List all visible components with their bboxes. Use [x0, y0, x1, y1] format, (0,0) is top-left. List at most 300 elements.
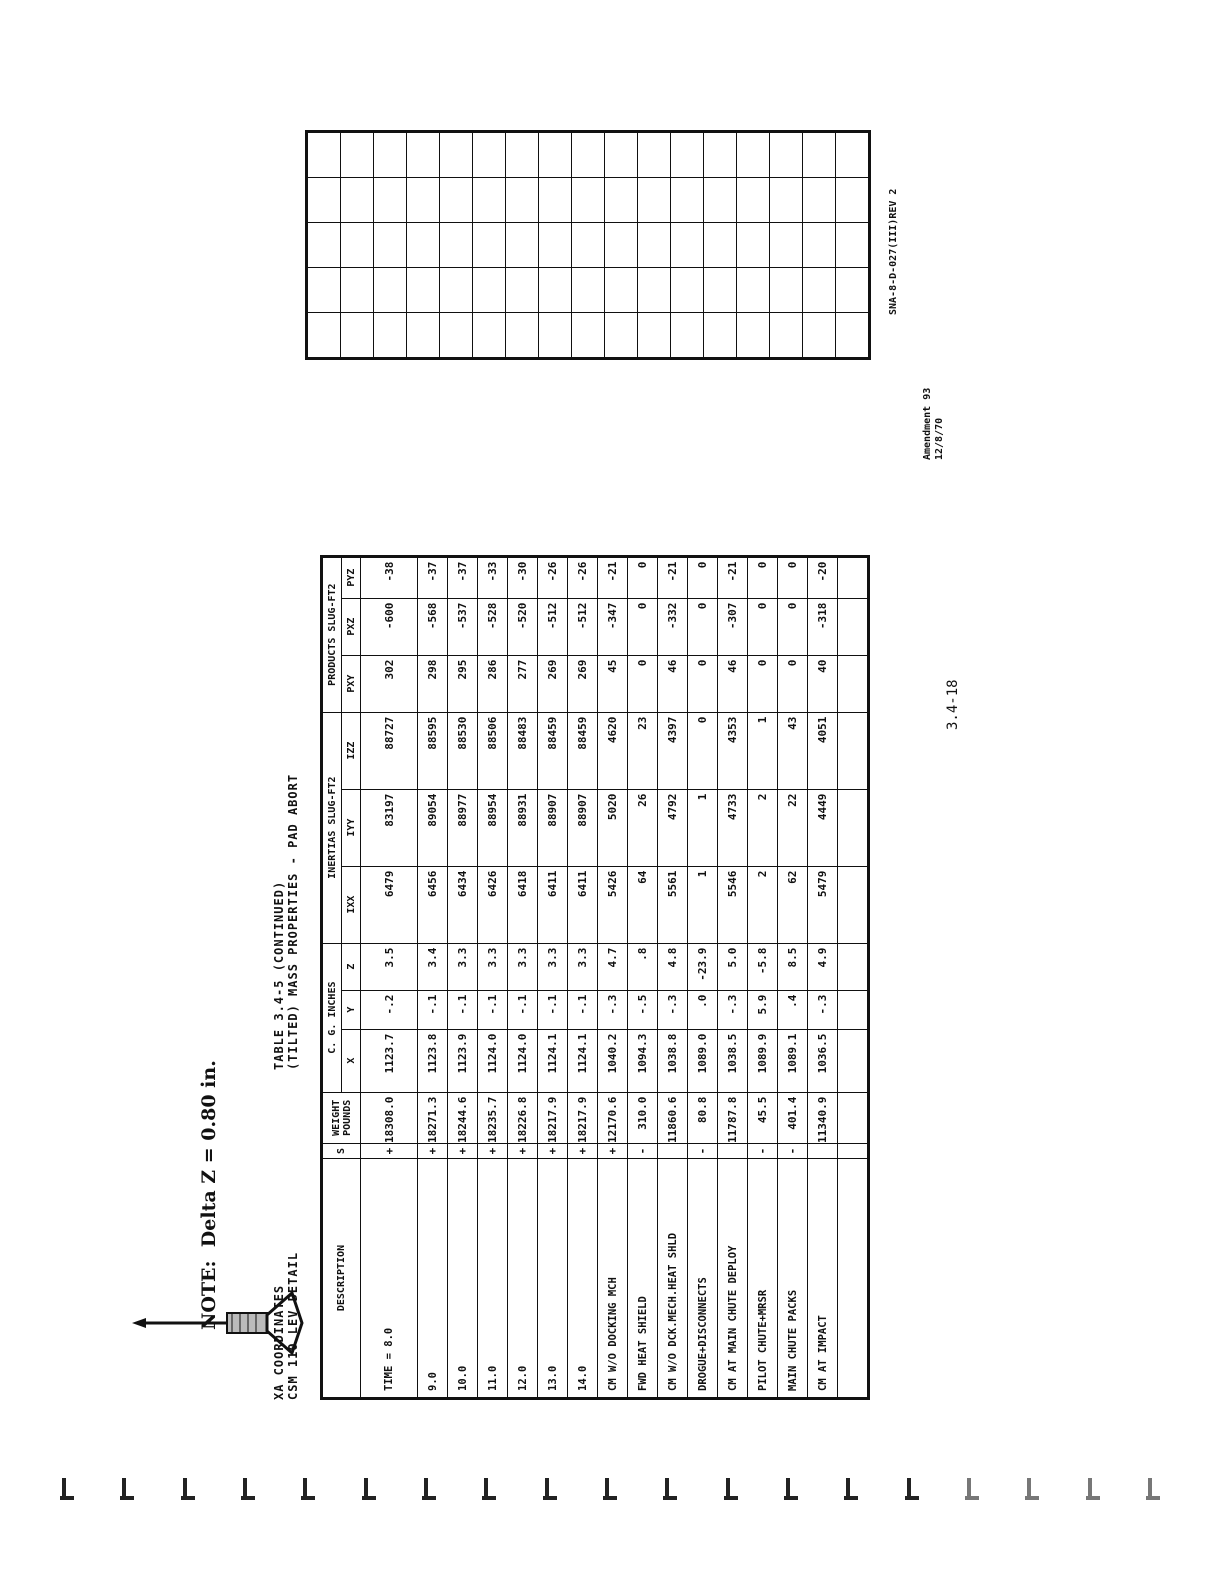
col-pyz: PYZ: [342, 556, 361, 598]
empty-cell: [838, 1092, 869, 1143]
cell-pyz: 0: [628, 556, 658, 598]
col-sign: S: [322, 1144, 361, 1159]
cell-izz: 88595: [418, 712, 448, 789]
row-description: 14.0: [568, 1159, 598, 1399]
row-description: FWD HEAT SHIELD: [628, 1159, 658, 1399]
edge-mark: [965, 1478, 979, 1500]
blank-grid-cell: [440, 223, 473, 268]
cell-z: 4.9: [808, 943, 838, 990]
cell-ixx: 5479: [808, 866, 838, 943]
blank-grid-cell: [770, 313, 803, 359]
blank-grid-cell: [307, 313, 341, 359]
cell-iyy: 1: [688, 789, 718, 866]
edge-mark: [784, 1478, 798, 1500]
blank-grid-cell: [605, 313, 638, 359]
edge-mark: [422, 1478, 436, 1500]
row-sign: +: [598, 1144, 628, 1159]
cell-z: 4.8: [658, 943, 688, 990]
cell-y: -.1: [448, 990, 478, 1029]
cell-pyz: -21: [598, 556, 628, 598]
empty-cell: [838, 655, 869, 712]
row-sign: +: [568, 1144, 598, 1159]
cell-ixx: 6426: [478, 866, 508, 943]
cell-x: 1040.2: [598, 1029, 628, 1092]
cell-pxz: -528: [478, 598, 508, 655]
cell-y: -.3: [658, 990, 688, 1029]
row-sign: -: [688, 1144, 718, 1159]
cell-pyz: 0: [778, 556, 808, 598]
cell-pxy: 46: [718, 655, 748, 712]
blank-grid-cell: [671, 268, 704, 313]
cell-z: 3.3: [538, 943, 568, 990]
cell-y: -.5: [628, 990, 658, 1029]
cell-x: 1089.1: [778, 1029, 808, 1092]
blank-grid-cell: [803, 178, 836, 223]
blank-grid-cell: [671, 132, 704, 178]
col-cg-group: C. G. INCHES: [322, 943, 342, 1092]
blank-grid-row: [440, 132, 473, 359]
row-description: 13.0: [538, 1159, 568, 1399]
blank-grid-cell: [341, 132, 374, 178]
row-description: 12.0: [508, 1159, 538, 1399]
col-inertias-group: INERTIAS SLUG-FT2: [322, 712, 342, 943]
blank-grid-cell: [638, 178, 671, 223]
cell-iyy: 2: [748, 789, 778, 866]
cell-z: .8: [628, 943, 658, 990]
empty-cell: [838, 866, 869, 943]
edge-mark: [1025, 1478, 1039, 1500]
cell-pxz: -537: [448, 598, 478, 655]
empty-cell: [838, 556, 869, 598]
row-sign: +: [538, 1144, 568, 1159]
cell-pxy: 0: [628, 655, 658, 712]
cell-z: 3.3: [508, 943, 538, 990]
cell-x: 1123.7: [361, 1029, 418, 1092]
cell-pyz: -38: [361, 556, 418, 598]
edge-mark: [60, 1478, 74, 1500]
col-x: X: [342, 1029, 361, 1092]
cell-pxy: 0: [748, 655, 778, 712]
row-description: PILOT CHUTE+MRSR: [748, 1159, 778, 1399]
row-sign: -: [748, 1144, 778, 1159]
table-row: [361, 556, 418, 1398]
cell-izz: 4051: [808, 712, 838, 789]
cell-z: -23.9: [688, 943, 718, 990]
cell-weight: 11787.8: [718, 1092, 748, 1143]
table-row: [748, 556, 778, 1398]
cell-pyz: 0: [748, 556, 778, 598]
cell-pxy: 0: [778, 655, 808, 712]
blank-grid-row: [307, 132, 341, 359]
blank-grid-cell: [341, 223, 374, 268]
col-iyy: IYY: [342, 789, 361, 866]
cell-pyz: -21: [718, 556, 748, 598]
mass-properties-table: [320, 555, 870, 1400]
amendment-date: 12/8/70: [934, 417, 945, 460]
cell-ixx: 5546: [718, 866, 748, 943]
cell-pyz: -33: [478, 556, 508, 598]
cell-y: -.3: [808, 990, 838, 1029]
cell-iyy: 88931: [508, 789, 538, 866]
col-izz: IZZ: [342, 712, 361, 789]
cell-pyz: -20: [808, 556, 838, 598]
cell-iyy: 26: [628, 789, 658, 866]
cell-weight: 18217.9: [538, 1092, 568, 1143]
blank-grid-row: [803, 132, 836, 359]
blank-grid-cell: [374, 178, 407, 223]
blank-grid-cell: [770, 178, 803, 223]
empty-cell: [838, 1029, 869, 1092]
cell-weight: 11860.6: [658, 1092, 688, 1143]
blank-grid-cell: [473, 268, 506, 313]
blank-grid-cell: [473, 223, 506, 268]
table-row: [508, 556, 538, 1398]
cell-izz: 23: [628, 712, 658, 789]
cell-x: 1036.5: [808, 1029, 838, 1092]
blank-grid-row: [770, 132, 803, 359]
edge-mark: [120, 1478, 134, 1500]
blank-grid-cell: [440, 132, 473, 178]
cell-ixx: 6456: [418, 866, 448, 943]
table-body: [361, 556, 869, 1398]
blank-grid-cell: [506, 223, 539, 268]
row-description: 11.0: [478, 1159, 508, 1399]
table-row: [628, 556, 658, 1398]
blank-grid-cell: [836, 178, 870, 223]
cell-ixx: 5426: [598, 866, 628, 943]
blank-grid-row: [737, 132, 770, 359]
cell-izz: 88727: [361, 712, 418, 789]
cell-weight: 11340.9: [808, 1092, 838, 1143]
col-products-group: PRODUCTS SLUG-FT2: [322, 556, 342, 712]
row-sign: +: [478, 1144, 508, 1159]
blank-grid-cell: [704, 178, 737, 223]
cell-pxz: -347: [598, 598, 628, 655]
blank-grid-cell: [341, 178, 374, 223]
blank-grid-cell: [539, 313, 572, 359]
blank-grid-cell: [374, 268, 407, 313]
empty-cell: [838, 943, 869, 990]
edge-mark: [543, 1478, 557, 1500]
edge-mark: [905, 1478, 919, 1500]
table-row: [658, 556, 688, 1398]
blank-grid-cell: [572, 313, 605, 359]
cell-pyz: -21: [658, 556, 688, 598]
cell-iyy: 88907: [538, 789, 568, 866]
blank-grid-cell: [572, 268, 605, 313]
cell-weight: 401.4: [778, 1092, 808, 1143]
cell-pyz: -26: [568, 556, 598, 598]
row-sign: +: [361, 1144, 418, 1159]
cell-x: 1089.0: [688, 1029, 718, 1092]
cell-iyy: 88954: [478, 789, 508, 866]
cell-pxy: 298: [418, 655, 448, 712]
cell-pyz: -37: [418, 556, 448, 598]
cell-pxy: 302: [361, 655, 418, 712]
blank-grid-cell: [704, 132, 737, 178]
cell-pxy: 45: [598, 655, 628, 712]
cell-y: -.1: [568, 990, 598, 1029]
row-description: CM W/O DOCKING MCH: [598, 1159, 628, 1399]
col-weight-label: WEIGHT: [330, 1099, 342, 1136]
blank-grid-cell: [407, 223, 440, 268]
blank-grid-cell: [374, 313, 407, 359]
document-id: SNA-8-D-027(III)REV 2: [888, 188, 899, 315]
row-description: 10.0: [448, 1159, 478, 1399]
cell-y: -.1: [418, 990, 448, 1029]
row-description: CM AT IMPACT: [808, 1159, 838, 1399]
csm-label: CSM 110 LEV DETAIL: [286, 1251, 300, 1400]
blank-grid-row: [836, 132, 870, 359]
cell-ixx: 5561: [658, 866, 688, 943]
cell-iyy: 4449: [808, 789, 838, 866]
cell-pxy: 40: [808, 655, 838, 712]
blank-grid-cell: [836, 223, 870, 268]
blank-grid-cell: [307, 223, 341, 268]
blank-grid-cell: [407, 268, 440, 313]
cell-weight: 18217.9: [568, 1092, 598, 1143]
edge-mark: [1086, 1478, 1100, 1500]
table-title: TABLE 3.4-5 (CONTINUED): [272, 880, 286, 1070]
cell-ixx: 2: [748, 866, 778, 943]
blank-grid-cell: [770, 223, 803, 268]
note-delta-z: NOTE: Delta Z = 0.80 in.: [198, 1060, 220, 1330]
col-weight: [322, 1092, 361, 1143]
cell-iyy: 4792: [658, 789, 688, 866]
cell-pyz: -37: [448, 556, 478, 598]
blank-grid: [305, 130, 871, 360]
cell-weight: 18226.8: [508, 1092, 538, 1143]
blank-grid-cell: [539, 223, 572, 268]
cell-y: -.1: [538, 990, 568, 1029]
cell-pxy: 269: [568, 655, 598, 712]
cell-x: 1038.5: [718, 1029, 748, 1092]
cell-izz: 88459: [568, 712, 598, 789]
blank-grid-row: [473, 132, 506, 359]
cell-ixx: 64: [628, 866, 658, 943]
edge-mark: [1146, 1478, 1160, 1500]
blank-grid-row: [539, 132, 572, 359]
cell-izz: 43: [778, 712, 808, 789]
cell-ixx: 6411: [568, 866, 598, 943]
edge-mark: [301, 1478, 315, 1500]
cell-ixx: 6479: [361, 866, 418, 943]
blank-grid-cell: [836, 132, 870, 178]
blank-grid-cell: [737, 178, 770, 223]
cell-pxz: 0: [688, 598, 718, 655]
blank-grid-cell: [638, 313, 671, 359]
cell-izz: 4353: [718, 712, 748, 789]
cell-y: -.2: [361, 990, 418, 1029]
cell-izz: 0: [688, 712, 718, 789]
blank-grid-cell: [605, 178, 638, 223]
cell-pxy: 286: [478, 655, 508, 712]
col-pxy: PXY: [342, 655, 361, 712]
blank-grid-row: [704, 132, 737, 359]
row-description: 9.0: [418, 1159, 448, 1399]
cell-z: 3.3: [448, 943, 478, 990]
amendment-line1: Amendment 93: [922, 387, 933, 460]
cell-x: 1123.8: [418, 1029, 448, 1092]
cell-pyz: -30: [508, 556, 538, 598]
blank-grid-cell: [671, 223, 704, 268]
cell-iyy: 5020: [598, 789, 628, 866]
edge-mark: [362, 1478, 376, 1500]
cell-pxy: 269: [538, 655, 568, 712]
cell-ixx: 6411: [538, 866, 568, 943]
cell-pxy: 295: [448, 655, 478, 712]
blank-grid-cell: [836, 313, 870, 359]
row-description: TIME = 8.0: [361, 1159, 418, 1399]
table-row: [688, 556, 718, 1398]
row-description: MAIN CHUTE PACKS: [778, 1159, 808, 1399]
cell-x: 1094.3: [628, 1029, 658, 1092]
cell-weight: 18308.0: [361, 1092, 418, 1143]
edge-mark: [241, 1478, 255, 1500]
cell-pxy: 0: [688, 655, 718, 712]
table-row: [538, 556, 568, 1398]
cell-weight: 80.8: [688, 1092, 718, 1143]
blank-grid-cell: [770, 132, 803, 178]
cell-izz: 4620: [598, 712, 628, 789]
empty-cell: [838, 789, 869, 866]
cell-iyy: 89054: [418, 789, 448, 866]
cell-y: .4: [778, 990, 808, 1029]
blank-grid-row: [605, 132, 638, 359]
cell-pxy: 277: [508, 655, 538, 712]
blank-grid-row: [572, 132, 605, 359]
row-sign: -: [628, 1144, 658, 1159]
blank-grid-row: [671, 132, 704, 359]
blank-grid-cell: [704, 313, 737, 359]
blank-grid-cell: [407, 178, 440, 223]
cell-z: 3.4: [418, 943, 448, 990]
blank-grid-cell: [539, 132, 572, 178]
blank-grid-cell: [307, 132, 341, 178]
cell-iyy: 22: [778, 789, 808, 866]
table-subtitle: (TILTED) MASS PROPERTIES - PAD ABORT: [286, 773, 300, 1070]
cell-pxz: -520: [508, 598, 538, 655]
blank-grid-row: [506, 132, 539, 359]
blank-grid-cell: [374, 132, 407, 178]
cell-iyy: 4733: [718, 789, 748, 866]
table-row: [808, 556, 838, 1398]
row-description: DROGUE+DISCONNECTS: [688, 1159, 718, 1399]
edge-mark: [482, 1478, 496, 1500]
cell-z: 3.3: [568, 943, 598, 990]
cell-x: 1124.1: [538, 1029, 568, 1092]
blank-grid-cell: [737, 268, 770, 313]
row-sign: +: [508, 1144, 538, 1159]
row-sign: +: [448, 1144, 478, 1159]
empty-cell: [838, 712, 869, 789]
row-description: CM AT MAIN CHUTE DEPLOY: [718, 1159, 748, 1399]
film-edge-marks: [60, 1478, 1160, 1500]
amendment-label: [922, 388, 946, 460]
blank-grid-wrapper: [305, 130, 865, 360]
blank-grid-cell: [374, 223, 407, 268]
cell-pyz: -26: [538, 556, 568, 598]
cell-weight: 310.0: [628, 1092, 658, 1143]
edge-mark: [603, 1478, 617, 1500]
cell-z: 3.3: [478, 943, 508, 990]
blank-grid-cell: [473, 178, 506, 223]
table-row: [568, 556, 598, 1398]
blank-grid-cell: [572, 223, 605, 268]
cell-weight: 18244.6: [448, 1092, 478, 1143]
col-weight-unit: POUNDS: [341, 1099, 353, 1136]
blank-grid-cell: [407, 132, 440, 178]
blank-grid-cell: [506, 132, 539, 178]
cell-iyy: 88977: [448, 789, 478, 866]
table-row: [718, 556, 748, 1398]
edge-mark: [844, 1478, 858, 1500]
row-sign: [808, 1144, 838, 1159]
blank-grid-cell: [473, 132, 506, 178]
cell-z: -5.8: [748, 943, 778, 990]
blank-grid-cell: [836, 268, 870, 313]
cell-pxz: -307: [718, 598, 748, 655]
row-sign: [718, 1144, 748, 1159]
cell-z: 5.0: [718, 943, 748, 990]
cell-z: 8.5: [778, 943, 808, 990]
blank-grid-row: [638, 132, 671, 359]
blank-grid-cell: [803, 268, 836, 313]
cell-izz: 88530: [448, 712, 478, 789]
row-sign: -: [778, 1144, 808, 1159]
row-sign: +: [418, 1144, 448, 1159]
table-row: [778, 556, 808, 1398]
blank-grid-cell: [341, 313, 374, 359]
cell-x: 1124.0: [478, 1029, 508, 1092]
edge-mark: [663, 1478, 677, 1500]
col-y: Y: [342, 990, 361, 1029]
cell-pxz: -568: [418, 598, 448, 655]
empty-cell: [838, 598, 869, 655]
table-row: [598, 556, 628, 1398]
cell-pxz: -512: [568, 598, 598, 655]
blank-grid-cell: [440, 313, 473, 359]
blank-grid-cell: [341, 268, 374, 313]
table-row-empty: [838, 556, 869, 1398]
blank-grid-cell: [704, 223, 737, 268]
cell-izz: 88459: [538, 712, 568, 789]
cell-weight: 45.5: [748, 1092, 778, 1143]
blank-grid-cell: [638, 268, 671, 313]
blank-grid-cell: [440, 268, 473, 313]
blank-grid-row: [407, 132, 440, 359]
cell-pxz: -600: [361, 598, 418, 655]
blank-grid-cell: [638, 223, 671, 268]
row-description: CM W/O DCK.MECH.HEAT SHLD: [658, 1159, 688, 1399]
blank-grid-cell: [572, 132, 605, 178]
blank-grid-cell: [803, 313, 836, 359]
blank-grid-cell: [307, 178, 341, 223]
blank-grid-cell: [737, 223, 770, 268]
cell-x: 1124.1: [568, 1029, 598, 1092]
col-description: DESCRIPTION: [322, 1159, 361, 1399]
cell-weight: 18271.3: [418, 1092, 448, 1143]
blank-grid-cell: [506, 178, 539, 223]
cell-y: -.3: [598, 990, 628, 1029]
cell-y: -.1: [508, 990, 538, 1029]
blank-grid-cell: [803, 223, 836, 268]
blank-grid-cell: [506, 313, 539, 359]
cell-pxy: 46: [658, 655, 688, 712]
col-pxz: PXZ: [342, 598, 361, 655]
cell-ixx: 1: [688, 866, 718, 943]
cell-pxz: -318: [808, 598, 838, 655]
